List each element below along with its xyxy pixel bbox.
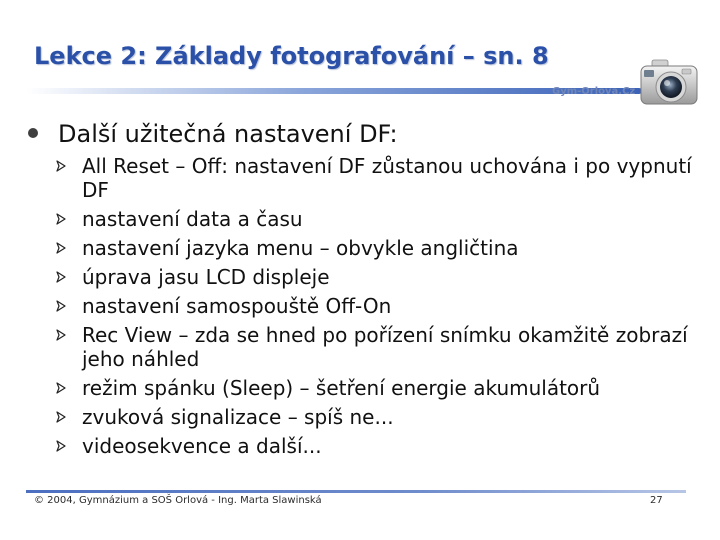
settings-list — [56, 150, 696, 458]
list-item — [56, 405, 696, 429]
arrow-bullet-icon — [56, 242, 66, 254]
arrow-bullet-icon — [56, 300, 66, 312]
page-number: 27 — [650, 495, 663, 506]
arrow-bullet-icon — [56, 271, 66, 283]
list-item — [56, 323, 696, 371]
camera-icon — [638, 56, 700, 112]
arrow-bullet-icon — [56, 411, 66, 423]
list-item-label: videosekvence a další... — [82, 434, 322, 458]
arrow-bullet-icon — [56, 213, 66, 225]
list-item — [56, 434, 696, 458]
list-item — [56, 376, 696, 400]
list-item — [56, 207, 696, 231]
slide-title: Lekce 2: Základy fotografování – sn. 8 — [34, 42, 549, 70]
brand-label: Gym-Orlova.Cz — [552, 86, 636, 97]
round-bullet-icon — [28, 128, 38, 138]
arrow-bullet-icon — [56, 160, 66, 172]
list-item — [56, 236, 696, 260]
arrow-bullet-icon — [56, 440, 66, 452]
list-item-label: nastavení jazyka menu – obvykle angličtina — [82, 236, 519, 260]
arrow-bullet-icon — [56, 329, 66, 341]
list-item — [56, 154, 696, 202]
list-item — [56, 265, 696, 289]
list-item-label: zvuková signalizace – spíš ne... — [82, 405, 394, 429]
footer-copyright: © 2004, Gymnázium a SOŠ Orlová - Ing. Marta Slawinská — [34, 495, 322, 506]
title-underline — [26, 88, 642, 94]
list-item-label: nastavení data a času — [82, 207, 303, 231]
list-item-label: režim spánku (Sleep) – šetření energie akumulátorů — [82, 376, 601, 400]
main-heading: Další užitečná nastavení DF: — [58, 120, 398, 148]
footer-divider — [26, 490, 686, 493]
list-item — [56, 294, 696, 318]
arrow-bullet-icon — [56, 382, 66, 394]
list-item-label: nastavení samospouště Off-On — [82, 294, 392, 318]
list-item-label: All Reset – Off: nastavení DF zůstanou uchována i po vypnutí DF — [82, 154, 692, 202]
list-item-label: úprava jasu LCD displeje — [82, 265, 330, 289]
list-item-label: Rec View – zda se hned po pořízení snímku okamžitě zobrazí jeho náhled — [82, 323, 688, 371]
